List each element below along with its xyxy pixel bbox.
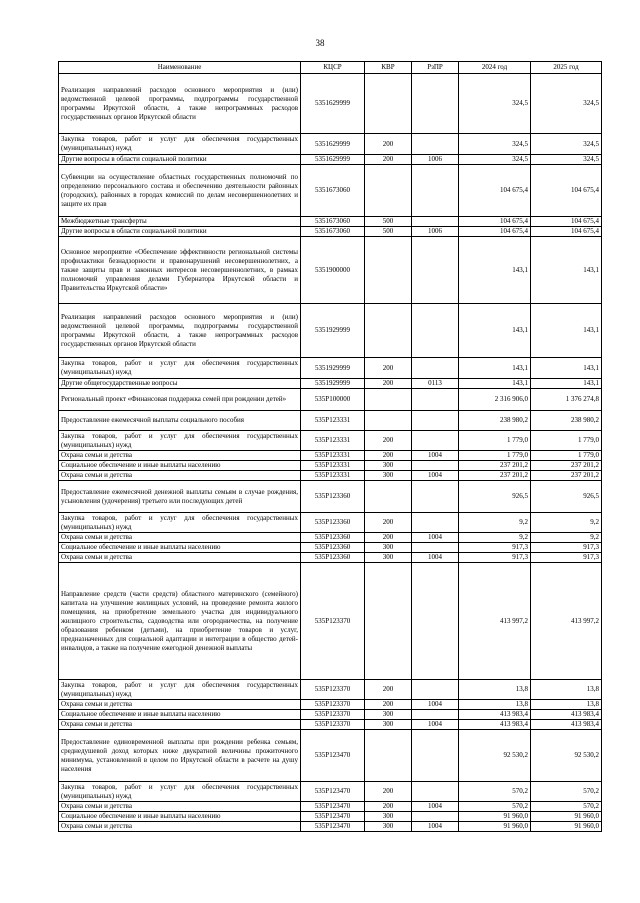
table-row (59, 513, 602, 533)
row-2024: 1 779,0 (459, 451, 531, 461)
row-2024: 413 997,2 (459, 563, 531, 680)
table-row (59, 155, 602, 165)
row-rzpr: 1004 (412, 553, 459, 563)
row-rzpr (412, 513, 459, 533)
table-row (59, 782, 602, 802)
row-2024: 104 675,4 (459, 165, 531, 217)
row-rzpr: 1004 (412, 471, 459, 481)
row-name: Охрана семьи и детства (59, 822, 301, 832)
budget-table (58, 61, 602, 832)
row-kcsr: 535P123470 (301, 822, 365, 832)
page-number: 38 (315, 38, 325, 48)
row-rzpr (412, 730, 459, 782)
row-2024: 237 201,2 (459, 471, 531, 481)
row-name: Другие вопросы в области социальной политики (59, 227, 301, 237)
header-2025: 2025 год (531, 62, 602, 74)
row-2024: 104 675,4 (459, 217, 531, 227)
row-kvr: 500 (365, 227, 412, 237)
row-2025: 570,2 (531, 802, 602, 812)
row-kvr: 200 (365, 379, 412, 389)
row-kcsr: 535P123331 (301, 461, 365, 471)
row-2024: 917,3 (459, 553, 531, 563)
row-2025: 413 997,2 (531, 563, 602, 680)
row-kcsr: 5351929999 (301, 379, 365, 389)
row-kvr: 300 (365, 812, 412, 822)
table-row (59, 563, 602, 680)
row-2024: 9,2 (459, 533, 531, 543)
row-kcsr: 535P123470 (301, 782, 365, 802)
row-2025: 917,3 (531, 543, 602, 553)
table-row (59, 710, 602, 720)
row-2024: 926,5 (459, 481, 531, 513)
row-2025: 1 376 274,8 (531, 389, 602, 411)
table-row (59, 533, 602, 543)
row-kvr (365, 74, 412, 134)
row-kcsr: 5351900000 (301, 237, 365, 304)
row-kvr (365, 304, 412, 358)
row-name: Субвенции на осуществление областных государственных полномочий по определению персонального состава и обеспечению деятельности районных (городских), районных в городах комиссий по делам несовершеннолетних и защите их прав (59, 165, 301, 217)
row-2024: 92 530,2 (459, 730, 531, 782)
row-kcsr: 535P123331 (301, 431, 365, 451)
row-kcsr: 535P123470 (301, 730, 365, 782)
row-2024: 143,1 (459, 304, 531, 358)
row-2024: 413 983,4 (459, 720, 531, 730)
row-kvr: 200 (365, 680, 412, 700)
table-row (59, 134, 602, 155)
row-kvr: 300 (365, 461, 412, 471)
row-kvr: 300 (365, 471, 412, 481)
table-row (59, 720, 602, 730)
row-rzpr (412, 217, 459, 227)
row-2024: 237 201,2 (459, 461, 531, 471)
row-2025: 143,1 (531, 304, 602, 358)
row-kvr: 200 (365, 513, 412, 533)
row-kcsr: 535P123370 (301, 563, 365, 680)
row-name: Охрана семьи и детства (59, 700, 301, 710)
row-kcsr: 535P123470 (301, 802, 365, 812)
table-row (59, 379, 602, 389)
row-2025: 104 675,4 (531, 217, 602, 227)
row-kcsr: 535P123370 (301, 700, 365, 710)
row-kcsr: 535P123360 (301, 533, 365, 543)
row-rzpr (412, 563, 459, 680)
row-2025: 143,1 (531, 237, 602, 304)
table-row (59, 217, 602, 227)
row-2024: 13,8 (459, 680, 531, 700)
row-2025: 9,2 (531, 513, 602, 533)
row-name: Социальное обеспечение и иные выплаты населению (59, 812, 301, 822)
row-name: Социальное обеспечение и иные выплаты населению (59, 461, 301, 471)
row-kcsr: 5351629999 (301, 155, 365, 165)
row-2024: 143,1 (459, 379, 531, 389)
row-2024: 104 675,4 (459, 227, 531, 237)
table-row (59, 304, 602, 358)
row-rzpr (412, 304, 459, 358)
row-kvr: 200 (365, 782, 412, 802)
row-2024: 917,3 (459, 543, 531, 553)
row-2025: 9,2 (531, 533, 602, 543)
table-row (59, 358, 602, 379)
row-2025: 237 201,2 (531, 461, 602, 471)
header-2024: 2024 год (459, 62, 531, 74)
row-2024: 324,5 (459, 134, 531, 155)
row-kvr: 300 (365, 710, 412, 720)
row-2025: 413 983,4 (531, 710, 602, 720)
row-kvr: 200 (365, 431, 412, 451)
row-name: Реализация направлений расходов основного мероприятия и (или) ведомственной целевой программы, подпрограммы государственной программы Иркутской области, а также непрограммных расходов государственных органов Иркутской области (59, 304, 301, 358)
table-row (59, 74, 602, 134)
row-2025: 324,5 (531, 134, 602, 155)
row-2025: 237 201,2 (531, 471, 602, 481)
row-kcsr: 5351629999 (301, 134, 365, 155)
row-name: Охрана семьи и детства (59, 553, 301, 563)
row-2024: 570,2 (459, 802, 531, 812)
row-rzpr (412, 431, 459, 451)
row-2024: 143,1 (459, 358, 531, 379)
row-kvr: 200 (365, 700, 412, 710)
row-2024: 324,5 (459, 74, 531, 134)
row-name: Социальное обеспечение и иные выплаты населению (59, 710, 301, 720)
row-2025: 917,3 (531, 553, 602, 563)
row-name: Охрана семьи и детства (59, 720, 301, 730)
table-body (59, 74, 602, 832)
row-2025: 13,8 (531, 680, 602, 700)
table-row (59, 411, 602, 431)
row-kcsr: 5351673060 (301, 217, 365, 227)
row-kvr: 300 (365, 553, 412, 563)
row-2024: 2 316 906,0 (459, 389, 531, 411)
row-name: Закупка товаров, работ и услуг для обеспечения государственных (муниципальных) нужд (59, 134, 301, 155)
row-2024: 1 779,0 (459, 431, 531, 451)
header-kcsr: КЦСР (301, 62, 365, 74)
row-2025: 91 960,0 (531, 812, 602, 822)
row-name: Охрана семьи и детства (59, 533, 301, 543)
row-name: Охрана семьи и детства (59, 451, 301, 461)
row-name: Межбюджетные трансферты (59, 217, 301, 227)
row-kcsr: 5351673060 (301, 227, 365, 237)
row-kcsr: 535P123360 (301, 543, 365, 553)
row-name: Охрана семьи и детства (59, 471, 301, 481)
row-name: Региональный проект «Финансовая поддержка семей при рождении детей» (59, 389, 301, 411)
row-kcsr: 535P123331 (301, 411, 365, 431)
table-row (59, 431, 602, 451)
row-kcsr: 535P123360 (301, 481, 365, 513)
table-header-row (59, 62, 602, 74)
row-2024: 143,1 (459, 237, 531, 304)
row-2025: 104 675,4 (531, 165, 602, 217)
row-rzpr (412, 74, 459, 134)
row-kvr: 200 (365, 802, 412, 812)
row-name: Предоставление единовременной выплаты при рождении ребенка семьям, среднедушевой доход которых ниже двукратной величины прожиточного минимума, установленной в целом по Иркутской области в расчете на душу населения (59, 730, 301, 782)
row-rzpr: 0113 (412, 379, 459, 389)
row-name: Закупка товаров, работ и услуг для обеспечения государственных (муниципальных) нужд (59, 358, 301, 379)
row-2024: 9,2 (459, 513, 531, 533)
row-rzpr (412, 782, 459, 802)
row-2025: 143,1 (531, 379, 602, 389)
row-name: Закупка товаров, работ и услуг для обеспечения государственных (муниципальных) нужд (59, 782, 301, 802)
row-rzpr: 1004 (412, 822, 459, 832)
row-name: Закупка товаров, работ и услуг для обеспечения государственных (муниципальных) нужд (59, 513, 301, 533)
row-2025: 238 980,2 (531, 411, 602, 431)
row-rzpr (412, 481, 459, 513)
header-name: Наименование (59, 62, 301, 74)
row-kvr (365, 730, 412, 782)
row-kcsr: 535P123360 (301, 553, 365, 563)
row-rzpr (412, 710, 459, 720)
row-2025: 92 530,2 (531, 730, 602, 782)
row-kvr (365, 237, 412, 304)
table-row (59, 237, 602, 304)
row-kcsr: 535P123370 (301, 710, 365, 720)
row-rzpr (412, 411, 459, 431)
row-rzpr (412, 812, 459, 822)
row-kvr (365, 165, 412, 217)
row-2024: 570,2 (459, 782, 531, 802)
table-row (59, 812, 602, 822)
table-row (59, 700, 602, 710)
row-name: Охрана семьи и детства (59, 802, 301, 812)
table-row (59, 165, 602, 217)
row-2025: 143,1 (531, 358, 602, 379)
row-kvr: 200 (365, 451, 412, 461)
row-kvr: 500 (365, 217, 412, 227)
row-name: Закупка товаров, работ и услуг для обеспечения государственных (муниципальных) нужд (59, 680, 301, 700)
table-row (59, 227, 602, 237)
row-2024: 413 983,4 (459, 710, 531, 720)
row-kvr: 200 (365, 533, 412, 543)
row-name: Другие вопросы в области социальной политики (59, 155, 301, 165)
row-kcsr: 535P123331 (301, 471, 365, 481)
row-2025: 570,2 (531, 782, 602, 802)
row-rzpr (412, 237, 459, 304)
row-rzpr (412, 543, 459, 553)
row-kvr: 200 (365, 155, 412, 165)
row-kcsr: 5351629999 (301, 74, 365, 134)
row-rzpr: 1004 (412, 700, 459, 710)
row-rzpr (412, 358, 459, 379)
row-2024: 91 960,0 (459, 822, 531, 832)
row-name: Другие общегосударственные вопросы (59, 379, 301, 389)
row-kvr: 200 (365, 358, 412, 379)
table-row (59, 680, 602, 700)
header-rzpr: РзПР (412, 62, 459, 74)
row-2025: 1 779,0 (531, 451, 602, 461)
row-2024: 324,5 (459, 155, 531, 165)
row-kcsr: 5351673060 (301, 165, 365, 217)
row-name: Основное мероприятие «Обеспечение эффективности региональной системы профилактики безнадзорности и правонарушений несовершеннолетних, а также защиты прав и законных интересов несовершеннолетних, в рамках полномочий управления делами Губернатора Иркутской области и Правительства Иркутской области» (59, 237, 301, 304)
row-kcsr: 535P123360 (301, 513, 365, 533)
table-row (59, 471, 602, 481)
row-name: Предоставление ежемесячной денежной выплаты семьям в случае рождения, усыновления (удочерения) третьего или последующих детей (59, 481, 301, 513)
row-kcsr: 5351929999 (301, 304, 365, 358)
row-name: Направление средств (части средств) областного материнского (семейного) капитала на улучшение жилищных условий, на проведение ремонта жилого помещения, на приобретение земельного участка для индивидуального жилищного строительства, садоводства или огородничества, на получение образования ребенком (детьми), на приобретение товаров и услуг, предназначенных для социальной адаптации и интеграции в общество детей-инвалидов, а также на получение ежегодной денежной выплаты (59, 563, 301, 680)
row-rzpr (412, 680, 459, 700)
table-row (59, 389, 602, 411)
row-kvr (365, 481, 412, 513)
row-2025: 926,5 (531, 481, 602, 513)
row-kcsr: 535P123370 (301, 680, 365, 700)
row-name: Закупка товаров, работ и услуг для обеспечения государственных (муниципальных) нужд (59, 431, 301, 451)
row-kcsr: 535P123370 (301, 720, 365, 730)
row-rzpr: 1004 (412, 720, 459, 730)
row-rzpr: 1006 (412, 227, 459, 237)
row-rzpr (412, 389, 459, 411)
row-kcsr: 535P123470 (301, 812, 365, 822)
row-2024: 238 980,2 (459, 411, 531, 431)
row-kcsr: 5351929999 (301, 358, 365, 379)
row-kvr (365, 411, 412, 431)
row-rzpr (412, 165, 459, 217)
row-kvr: 300 (365, 543, 412, 553)
table-row (59, 461, 602, 471)
row-2025: 104 675,4 (531, 227, 602, 237)
row-kvr: 300 (365, 720, 412, 730)
table-row (59, 543, 602, 553)
row-2024: 91 960,0 (459, 812, 531, 822)
row-2025: 13,8 (531, 700, 602, 710)
row-2025: 91 960,0 (531, 822, 602, 832)
row-2025: 413 983,4 (531, 720, 602, 730)
table-row (59, 802, 602, 812)
row-kvr: 200 (365, 134, 412, 155)
row-kvr (365, 389, 412, 411)
header-kvr: КВР (365, 62, 412, 74)
table-row (59, 481, 602, 513)
row-2024: 13,8 (459, 700, 531, 710)
row-rzpr: 1006 (412, 155, 459, 165)
row-rzpr: 1004 (412, 533, 459, 543)
row-name: Предоставление ежемесячной выплаты социального пособия (59, 411, 301, 431)
row-2025: 1 779,0 (531, 431, 602, 451)
table-row (59, 451, 602, 461)
row-kvr: 300 (365, 822, 412, 832)
row-name: Реализация направлений расходов основного мероприятия и (или) ведомственной целевой программы, подпрограммы государственной программы Иркутской области, а также непрограммных расходов государственных органов Иркутской области (59, 74, 301, 134)
row-rzpr (412, 461, 459, 471)
row-kcsr: 535P100000 (301, 389, 365, 411)
row-kvr (365, 563, 412, 680)
row-kcsr: 535P123331 (301, 451, 365, 461)
row-name: Социальное обеспечение и иные выплаты населению (59, 543, 301, 553)
table-row (59, 822, 602, 832)
table-row (59, 553, 602, 563)
row-2025: 324,5 (531, 74, 602, 134)
row-2025: 324,5 (531, 155, 602, 165)
row-rzpr (412, 134, 459, 155)
row-rzpr: 1004 (412, 802, 459, 812)
table-row (59, 730, 602, 782)
row-rzpr: 1004 (412, 451, 459, 461)
